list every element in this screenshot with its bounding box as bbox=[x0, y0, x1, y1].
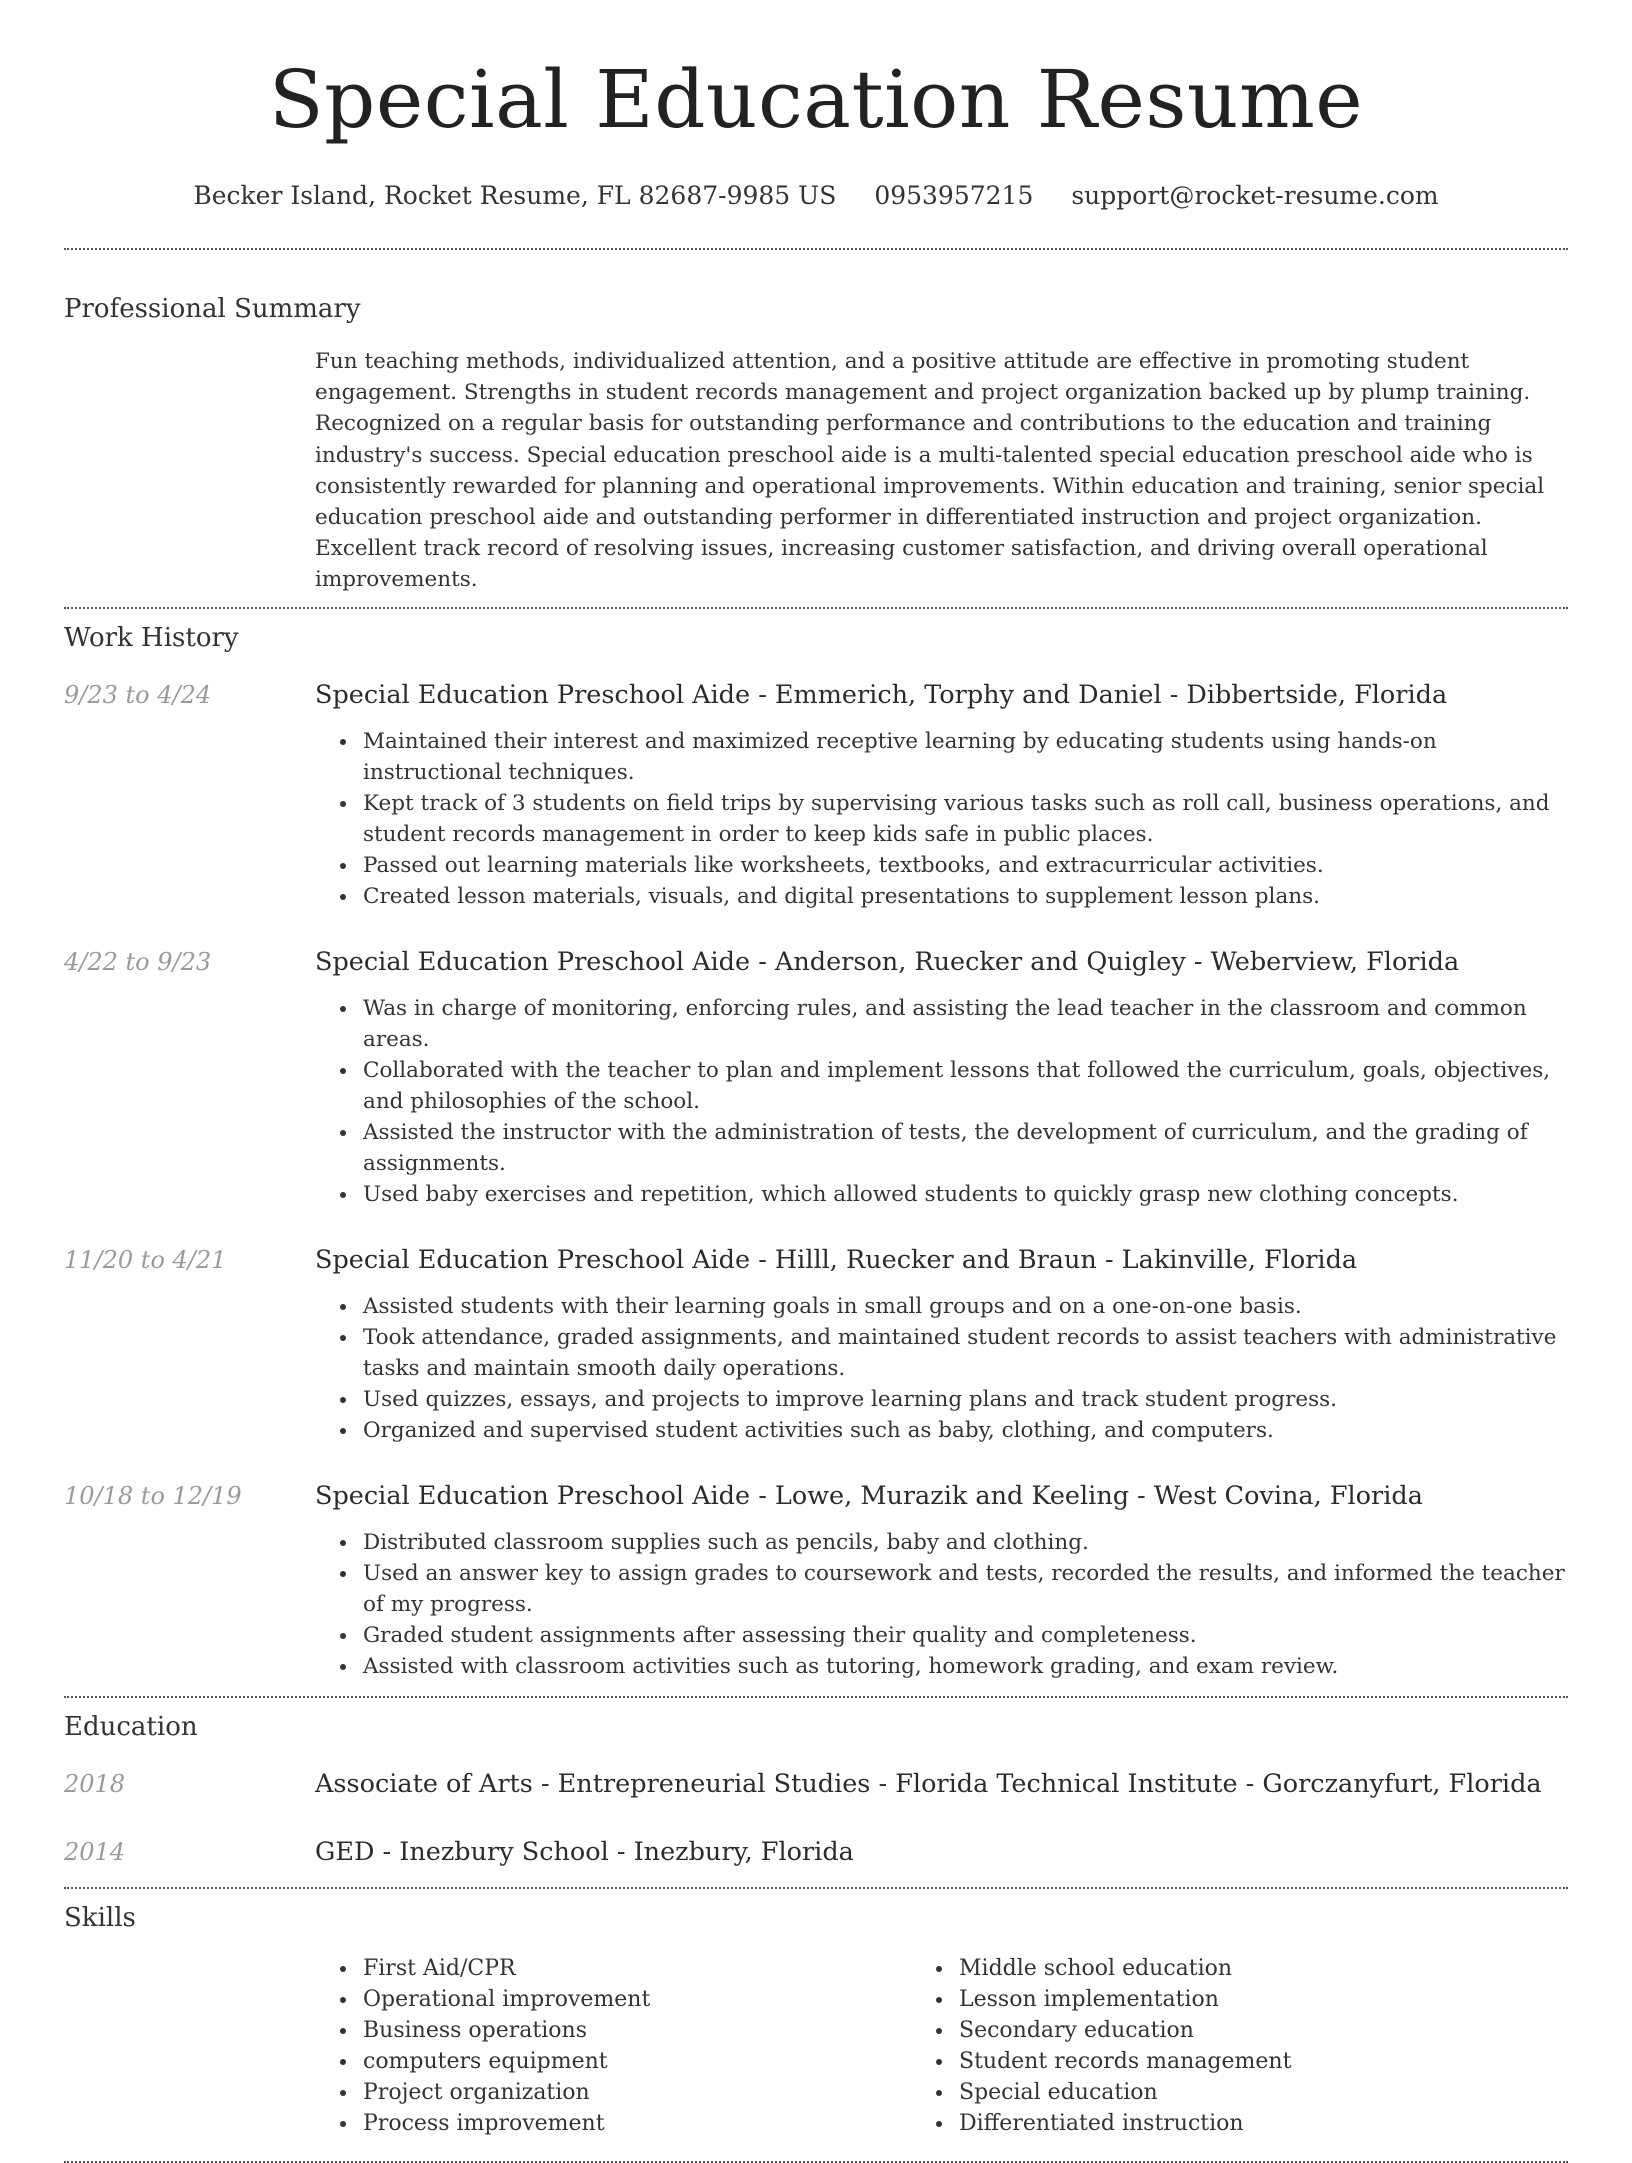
skills-columns bbox=[315, 1953, 1568, 2139]
list-item: • Kept track of 3 students on field trips by supervising various tasks such as roll call, business operations, and student records management in order to keep kids safe in public places. bbox=[359, 788, 1568, 850]
divider bbox=[64, 607, 1568, 609]
divider bbox=[64, 1696, 1568, 1698]
list-item: • Graded student assignments after assessing their quality and completeness. bbox=[359, 1620, 1568, 1651]
summary-text: Fun teaching methods, individualized attention, and a positive attitude are effective in promoting student engagement. Strengths in student records management and project organization backed up by plump training. Recognized on a regular basis for outstanding performance and contributions to the education and training industry's success. Special education preschool aide is a multi-talented special education preschool aide who is consistently rewarded for planning and operational improvements. Within education and training, senior special education preschool aide and outstanding performer in differentiated instruction and project organization. Excellent track record of resolving issues, increasing customer satisfaction, and driving overall operational improvements. bbox=[315, 349, 1545, 593]
job-title: Special Education Preschool Aide - Anderson, Ruecker and Quigley - Weberview, Florida bbox=[315, 946, 1460, 977]
list-item: • Organized and supervised student activities such as baby, clothing, and computers. bbox=[359, 1415, 1568, 1446]
list-item: • Distributed classroom supplies such as pencils, baby and clothing. bbox=[359, 1527, 1568, 1558]
summary-section bbox=[64, 292, 1568, 596]
education-year: 2014 bbox=[64, 1837, 126, 1866]
list-item: • Used baby exercises and repetition, which allowed students to quickly grasp new clothing concepts. bbox=[359, 1179, 1568, 1210]
skill-item: • First Aid/CPR bbox=[359, 1953, 885, 1984]
education-year: 2018 bbox=[64, 1769, 126, 1798]
list-item: • Created lesson materials, visuals, and digital presentations to supplement lesson plans. bbox=[359, 881, 1568, 912]
education-entry bbox=[64, 1836, 1568, 1868]
skill-item: • Middle school education bbox=[955, 1953, 1455, 1984]
job-entry bbox=[64, 946, 1568, 1210]
list-item: • Assisted students with their learning goals in small groups and on a one-on-one basis. bbox=[359, 1291, 1568, 1322]
skill-item: • Differentiated instruction bbox=[955, 2108, 1455, 2139]
job-bullets bbox=[64, 1291, 1568, 1446]
skill-item: • Lesson implementation bbox=[955, 1984, 1455, 2015]
job-entry bbox=[64, 679, 1568, 912]
list-item: • Collaborated with the teacher to plan and implement lessons that followed the curriculum, goals, objectives, and philosophies of the school. bbox=[359, 1055, 1568, 1117]
job-title: Special Education Preschool Aide - Lowe, Murazik and Keeling - West Covina, Florida bbox=[315, 1480, 1423, 1511]
divider bbox=[64, 248, 1568, 250]
skills-heading: Skills bbox=[64, 1902, 136, 1933]
education-entry bbox=[64, 1768, 1568, 1800]
list-item: • Used an answer key to assign grades to coursework and tests, recorded the results, and informed the teacher of my progress. bbox=[359, 1558, 1568, 1620]
summary-heading: Professional Summary bbox=[64, 294, 361, 324]
job-entry bbox=[64, 1480, 1568, 1682]
job-title: Special Education Preschool Aide - Hilll, Ruecker and Braun - Lakinville, Florida bbox=[315, 1244, 1358, 1275]
skill-item: • Business operations bbox=[359, 2015, 885, 2046]
divider bbox=[64, 2161, 1568, 2163]
resume-title: Special Education Resume bbox=[268, 53, 1364, 146]
education-degree: Associate of Arts - Entrepreneurial Studies - Florida Technical Institute - Gorczanyfurt, Florida bbox=[315, 1768, 1542, 1799]
skill-item: • Student records management bbox=[955, 2046, 1455, 2077]
work-history-section bbox=[64, 621, 1568, 1682]
skill-item: • computers equipment bbox=[359, 2046, 885, 2077]
skill-item: • Special education bbox=[955, 2077, 1455, 2108]
skill-item: • Operational improvement bbox=[359, 1984, 885, 2015]
job-dates: 10/18 to 12/19 bbox=[64, 1481, 242, 1510]
phone: 0953957215 bbox=[874, 181, 1034, 210]
skills-section bbox=[64, 1901, 1568, 2139]
list-item: • Maintained their interest and maximized receptive learning by educating students using hands-on instructional techniques. bbox=[359, 726, 1568, 788]
job-dates: 9/23 to 4/24 bbox=[64, 680, 212, 709]
education-section bbox=[64, 1710, 1568, 1868]
list-item: • Passed out learning materials like worksheets, textbooks, and extracurricular activities. bbox=[359, 850, 1568, 881]
skill-item: • Project organization bbox=[359, 2077, 885, 2108]
list-item: • Was in charge of monitoring, enforcing rules, and assisting the lead teacher in the classroom and common areas. bbox=[359, 993, 1568, 1055]
job-title: Special Education Preschool Aide - Emmerich, Torphy and Daniel - Dibbertside, Florida bbox=[315, 679, 1448, 710]
job-dates: 11/20 to 4/21 bbox=[64, 1245, 227, 1274]
job-bullets bbox=[64, 993, 1568, 1210]
email: support@rocket-resume.com bbox=[1071, 181, 1439, 210]
divider bbox=[64, 1887, 1568, 1889]
education-degree: GED - Inezbury School - Inezbury, Florida bbox=[315, 1836, 854, 1867]
education-heading: Education bbox=[64, 1711, 198, 1742]
list-item: • Assisted with classroom activities such as tutoring, homework grading, and exam review. bbox=[359, 1651, 1568, 1682]
list-item: • Took attendance, graded assignments, and maintained student records to assist teachers with administrative tasks and maintain smooth daily operations. bbox=[359, 1322, 1568, 1384]
skills-list-right bbox=[885, 1953, 1455, 2139]
skill-item: • Process improvement bbox=[359, 2108, 885, 2139]
skills-list-left bbox=[315, 1953, 885, 2139]
job-dates: 4/22 to 9/23 bbox=[64, 947, 212, 976]
skill-item: • Secondary education bbox=[955, 2015, 1455, 2046]
job-bullets bbox=[64, 1527, 1568, 1682]
contact-line bbox=[64, 180, 1568, 212]
list-item: • Used quizzes, essays, and projects to improve learning plans and track student progress. bbox=[359, 1384, 1568, 1415]
job-entry bbox=[64, 1244, 1568, 1446]
address: Becker Island, Rocket Resume, FL 82687-9985 US bbox=[193, 181, 837, 210]
work-history-heading: Work History bbox=[64, 622, 239, 653]
job-bullets bbox=[64, 726, 1568, 912]
list-item: • Assisted the instructor with the administration of tests, the development of curriculum, and the grading of assignments. bbox=[359, 1117, 1568, 1179]
